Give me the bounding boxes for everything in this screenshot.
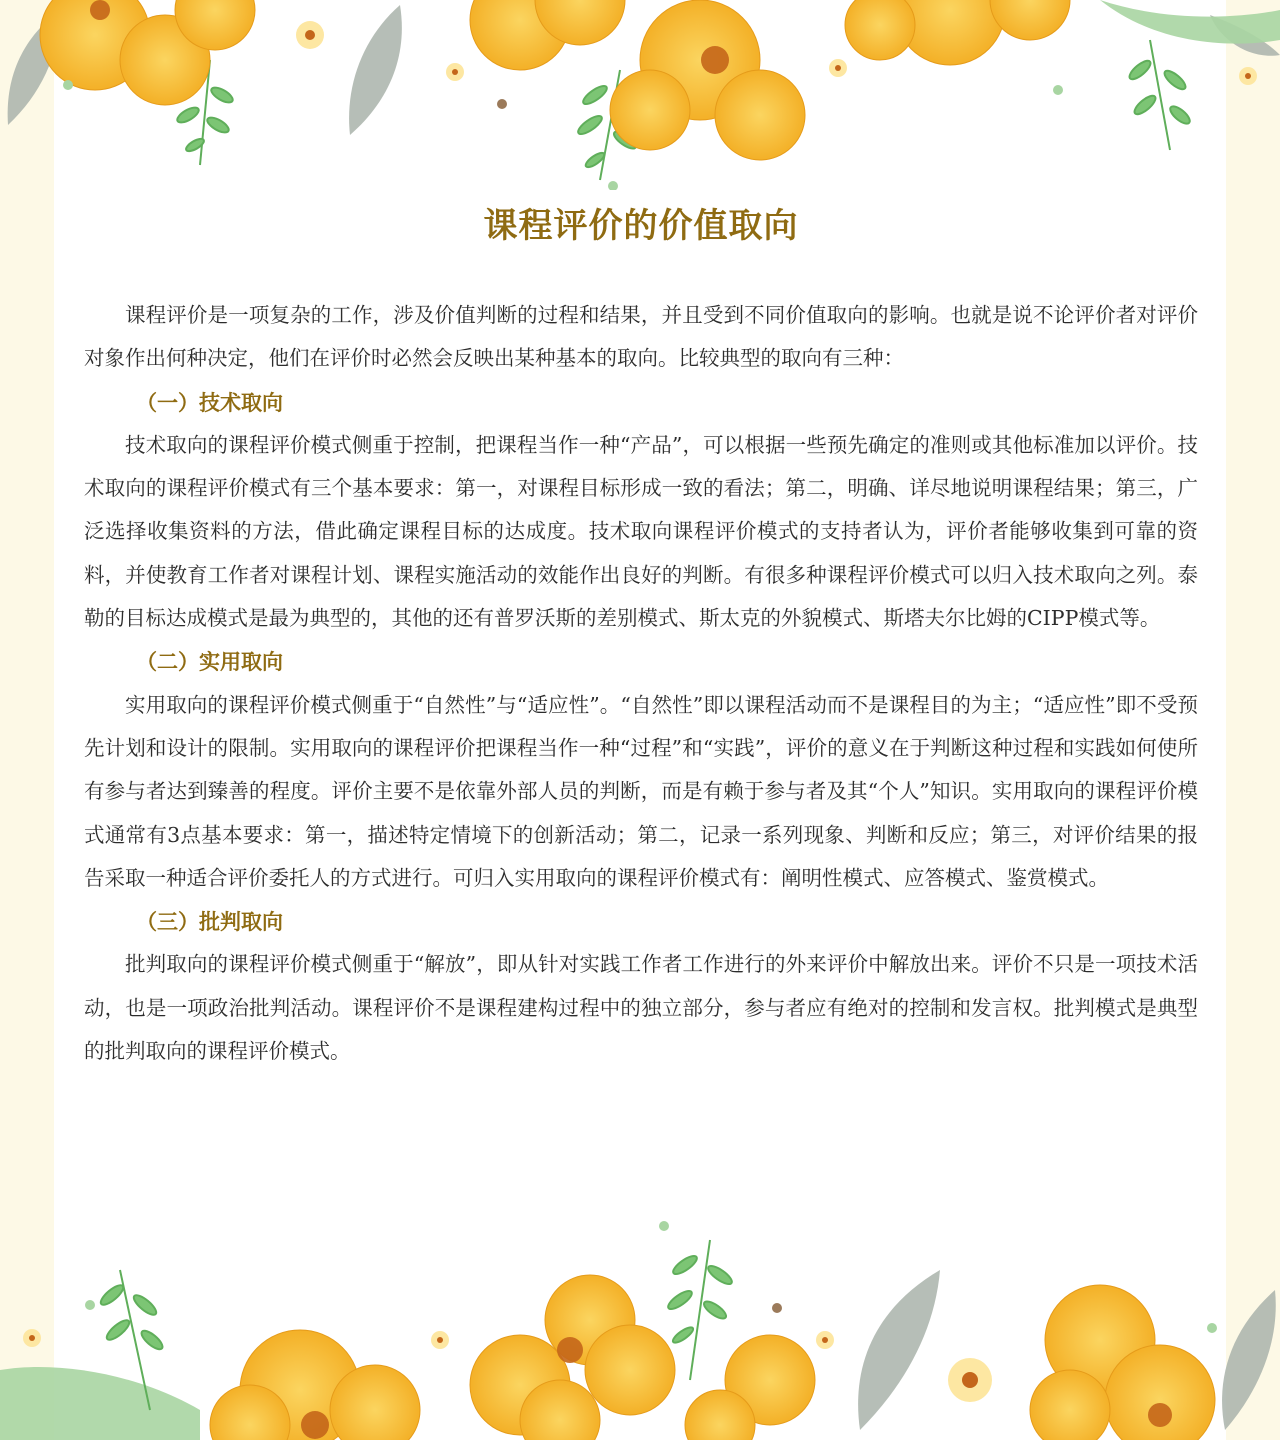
section-text-critical: 批判取向的课程评价模式侧重于“解放”，即从针对实践工作者工作进行的外来评价中解放出来。评价不只是一项技术活动，也是一项政治批判活动。课程评价不是课程建构过程中的独立部分，参与者应有绝对的控制和发言权。批判模式是典型的批判取向的课程评价模式。	[84, 952, 1198, 1064]
section-text-practical: 实用取向的课程评价模式侧重于“自然性”与“适应性”。“自然性”即以课程活动而不是课程目的为主；“适应性”即不受预先计划和设计的限制。实用取向的课程评价把课程当作一种“过程”和“实践”，评价的意义在于判断这种过程和实践如何使所有参与者达到臻善的程度。评价主要不是依靠外部人员的判断，而是有赖于参与者及其“个人”知识。实用取向的课程评价模式通常有3点基本要求：第一，描述特定情境下的创新活动；第二，记录一系列现象、判断和反应；第三，对评价结果的报告采取一种适合评价委托人的方式进行。可归入实用取向的课程评价模式有：阐明性模式、应答模式、鉴赏模式。	[84, 692, 1198, 890]
intro-paragraph: 课程评价是一项复杂的工作，涉及价值判断的过程和结果，并且受到不同价值取向的影响。也就是说不论评价者对评价对象作出何种决定，他们在评价时必然会反映出某种基本的取向。比较典型的取向有三种：	[84, 303, 1198, 371]
section-text-technical: 技术取向的课程评价模式侧重于控制，把课程当作一种“产品”，可以根据一些预先确定的准则或其他标准加以评价。技术取向的课程评价模式有三个基本要求：第一，对课程目标形成一致的看法；第二，明确、详尽地说明课程结果；第三，广泛选择收集资料的方法，借此确定课程目标的达成度。技术取向课程评价模式的支持者认为，评价者能够收集到可靠的资料，并使教育工作者对课程计划、课程实施活动的效能作出良好的判断。有很多种课程评价模式可以归入技术取向之列。泰勒的目标达成模式是最为典型的，其他的还有普罗沃斯的差别模式、斯太克的外貌模式、斯塔夫尔比姆的CIPP模式等。	[84, 432, 1198, 631]
page-title: 课程评价的价值取向	[483, 206, 799, 246]
article-content	[84, 294, 1198, 1073]
section-heading-practical: （二）实用取向	[136, 649, 283, 675]
section-heading-critical: （三）批判取向	[136, 909, 283, 935]
section-heading-technical: （一）技术取向	[136, 389, 283, 415]
